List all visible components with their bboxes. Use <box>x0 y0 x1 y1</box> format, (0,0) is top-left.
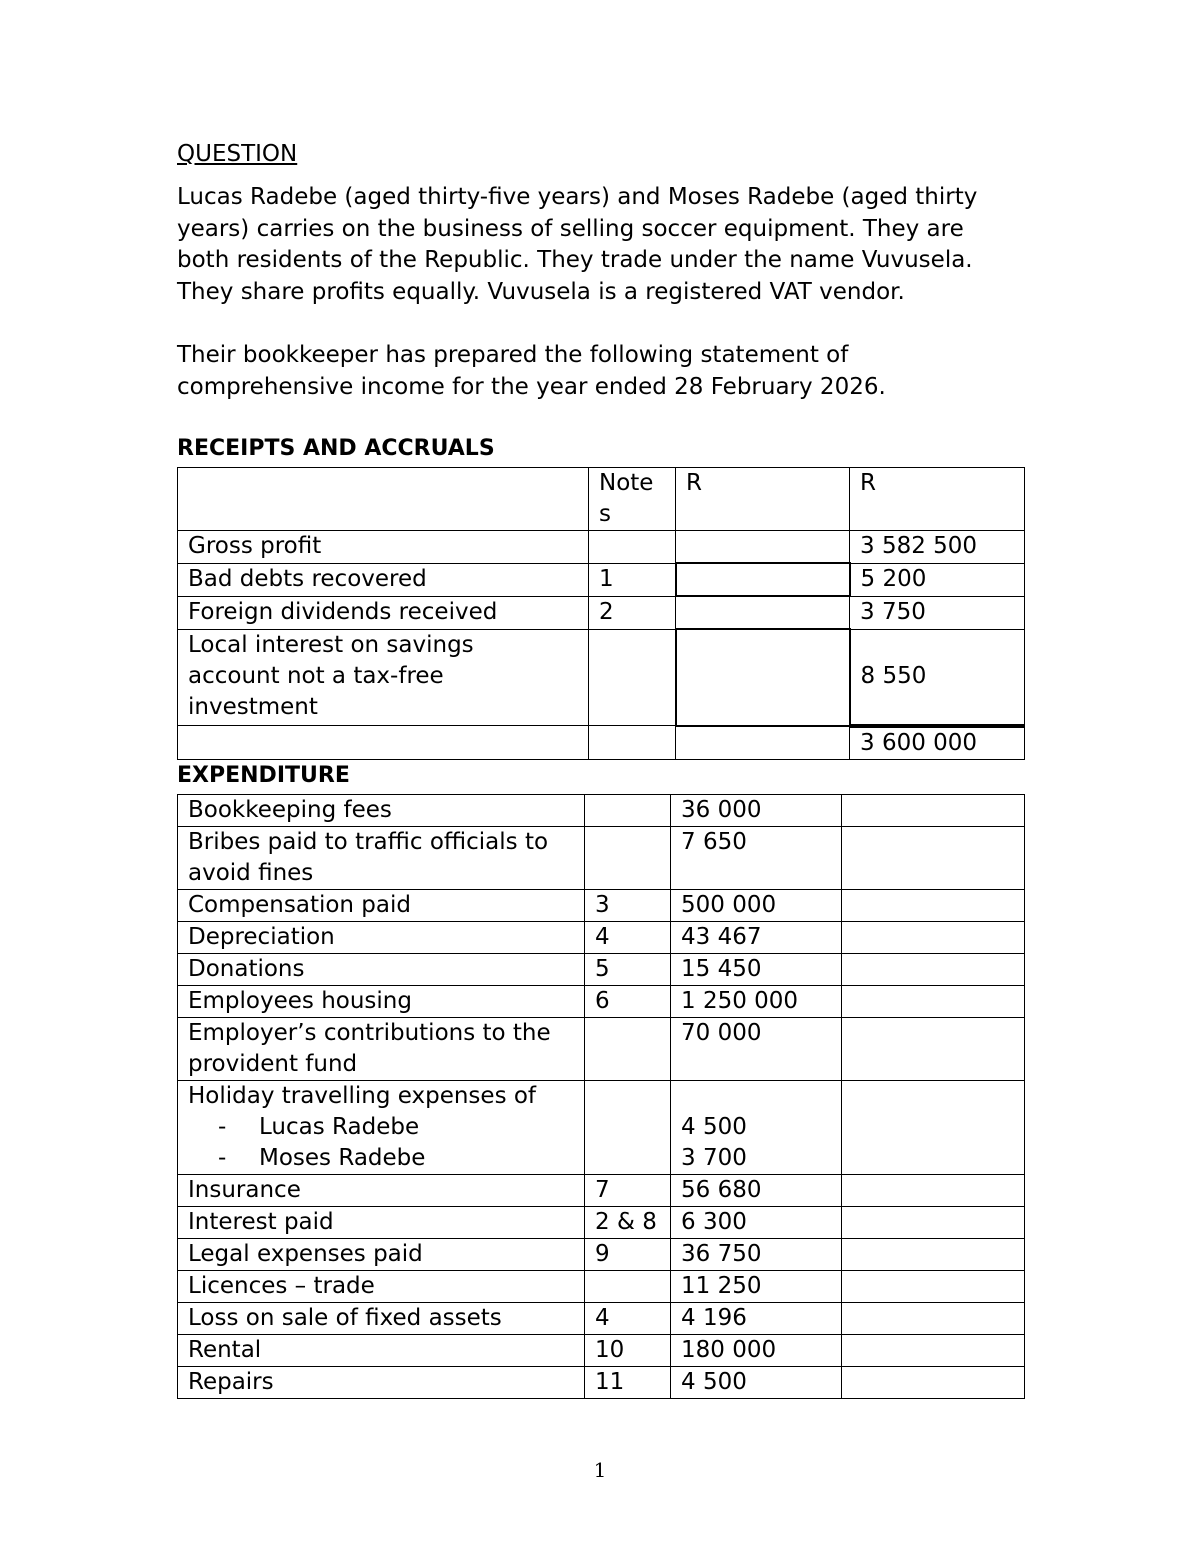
row-label: Licences – trade <box>178 1271 585 1303</box>
table-row <box>178 986 1025 1018</box>
row-blank <box>842 1303 1025 1335</box>
table-row <box>178 795 1025 827</box>
receipts-heading: RECEIPTS AND ACCRUALS <box>177 436 495 461</box>
row-amount: 70 000 <box>671 1018 842 1081</box>
table-row <box>178 531 1025 564</box>
table-row <box>178 1081 1025 1175</box>
row-r2: 5 200 <box>850 563 1025 596</box>
row-note: 5 <box>585 954 671 986</box>
row-label: Interest paid <box>178 1207 585 1239</box>
bookkeeper-line: Their bookkeeper has prepared the following statement of <box>177 342 849 368</box>
row-r1 <box>676 596 850 629</box>
row-label-line: provident fund <box>188 1051 358 1077</box>
total-row <box>178 726 1025 760</box>
row-note <box>589 531 676 564</box>
sub-item <box>188 1112 574 1143</box>
row-label: Depreciation <box>178 922 585 954</box>
row-note: 2 & 8 <box>585 1207 671 1239</box>
row-blank <box>842 1239 1025 1271</box>
dash-bullet: - <box>218 1145 227 1171</box>
row-label-line: Bribes paid to traffic officials to <box>188 829 549 855</box>
row-amount: 4 196 <box>671 1303 842 1335</box>
row-amount: 7 650 <box>671 827 842 890</box>
sub-item-name: Lucas Radebe <box>259 1114 420 1140</box>
page-number: 1 <box>593 1458 607 1482</box>
row-blank <box>842 1081 1025 1175</box>
row-label: Bookkeeping fees <box>178 795 585 827</box>
intro-paragraph <box>177 182 1027 308</box>
row-note <box>589 629 676 726</box>
row-note <box>585 795 671 827</box>
row-note <box>585 1271 671 1303</box>
row-blank <box>842 1271 1025 1303</box>
sub-amount: 4 500 <box>681 1114 747 1140</box>
sub-item <box>188 1143 574 1174</box>
row-r1 <box>676 563 850 596</box>
row-blank <box>842 1175 1025 1207</box>
question-heading: QUESTION <box>177 141 298 167</box>
table-row <box>178 596 1025 629</box>
row-note <box>585 1081 671 1175</box>
row-label <box>178 629 589 726</box>
row-amount: 15 450 <box>671 954 842 986</box>
row-note: 3 <box>585 890 671 922</box>
table-row <box>178 629 1025 726</box>
table-row <box>178 1207 1025 1239</box>
row-blank <box>842 827 1025 890</box>
row-note: 9 <box>585 1239 671 1271</box>
notes-line2: s <box>599 501 611 527</box>
row-amount: 4 500 <box>671 1367 842 1399</box>
intro-line: Lucas Radebe (aged thirty-five years) and Moses Radebe (aged thirty <box>177 184 978 210</box>
row-label <box>178 1018 585 1081</box>
row-amount: 36 000 <box>671 795 842 827</box>
row-blank <box>842 954 1025 986</box>
row-label: Loss on sale of fixed assets <box>178 1303 585 1335</box>
header-cell-description <box>178 468 589 531</box>
intro-line: years) carries on the business of selling soccer equipment. They are <box>177 215 964 242</box>
table-row <box>178 1303 1025 1335</box>
table-row <box>178 1335 1025 1367</box>
row-amount: 36 750 <box>671 1239 842 1271</box>
intro-line: both residents of the Republic. They trade under the name Vuvusela. <box>177 247 973 273</box>
total-r1 <box>676 726 850 760</box>
header-cell-r1: R <box>676 468 850 531</box>
header-cell-r2: R <box>850 468 1025 531</box>
row-note: 1 <box>589 563 676 596</box>
row-note: 2 <box>589 596 676 629</box>
row-amount: 43 467 <box>671 922 842 954</box>
row-label: Employees housing <box>178 986 585 1018</box>
sub-amount: 3 700 <box>681 1145 747 1171</box>
row-amount: 500 000 <box>671 890 842 922</box>
row-note: 6 <box>585 986 671 1018</box>
row-label-line: avoid fines <box>188 860 314 886</box>
row-label: Insurance <box>178 1175 585 1207</box>
row-label-line: Holiday travelling expenses of <box>188 1083 537 1109</box>
row-note <box>585 827 671 890</box>
header-cell-notes <box>589 468 676 531</box>
row-amount: 6 300 <box>671 1207 842 1239</box>
total-label <box>178 726 589 760</box>
row-label: Foreign dividends received <box>178 596 589 629</box>
row-amount: 180 000 <box>671 1335 842 1367</box>
bookkeeper-line: comprehensive income for the year ended 28 February 2026. <box>177 373 886 400</box>
row-label: Donations <box>178 954 585 986</box>
row-blank <box>842 922 1025 954</box>
row-blank <box>842 1367 1025 1399</box>
row-blank <box>842 1018 1025 1081</box>
row-amount <box>671 1081 842 1175</box>
sub-item-name: Moses Radebe <box>259 1145 426 1171</box>
row-amount: 11 250 <box>671 1271 842 1303</box>
row-r2: 3 582 500 <box>850 531 1025 564</box>
bookkeeper-paragraph <box>177 340 1027 403</box>
row-blank <box>842 795 1025 827</box>
row-label <box>178 1081 585 1175</box>
row-label: Bad debts recovered <box>178 563 589 596</box>
table-row <box>178 563 1025 596</box>
row-note: 4 <box>585 922 671 954</box>
row-amount: 56 680 <box>671 1175 842 1207</box>
row-label: Legal expenses paid <box>178 1239 585 1271</box>
row-amount: 1 250 000 <box>671 986 842 1018</box>
row-label: Repairs <box>178 1367 585 1399</box>
row-r1 <box>676 629 850 726</box>
table-row <box>178 890 1025 922</box>
row-blank <box>842 1207 1025 1239</box>
row-note: 4 <box>585 1303 671 1335</box>
row-r2: 8 550 <box>850 629 1025 726</box>
table-row <box>178 1018 1025 1081</box>
row-note: 7 <box>585 1175 671 1207</box>
row-blank <box>842 1335 1025 1367</box>
table-row <box>178 1367 1025 1399</box>
total-amount: 3 600 000 <box>850 726 1025 760</box>
row-blank <box>842 890 1025 922</box>
row-label-line: Employer’s contributions to the <box>188 1020 551 1046</box>
table-row <box>178 1239 1025 1271</box>
table-row <box>178 1175 1025 1207</box>
table-row <box>178 1271 1025 1303</box>
row-label: Compensation paid <box>178 890 585 922</box>
row-blank <box>842 986 1025 1018</box>
row-label-line: account not a tax-free <box>188 662 444 689</box>
receipts-table <box>177 467 1025 760</box>
table-header-row <box>178 468 1025 531</box>
row-r1 <box>676 531 850 564</box>
row-note: 11 <box>585 1367 671 1399</box>
row-note: 10 <box>585 1335 671 1367</box>
row-label: Rental <box>178 1335 585 1367</box>
table-row <box>178 827 1025 890</box>
table-row <box>178 954 1025 986</box>
notes-line1: Note <box>599 470 654 496</box>
intro-line: They share profits equally. Vuvusela is a registered VAT vendor. <box>177 278 905 305</box>
table-row <box>178 922 1025 954</box>
row-label <box>178 827 585 890</box>
expenditure-table <box>177 794 1025 1399</box>
total-note <box>589 726 676 760</box>
row-r2: 3 750 <box>850 596 1025 629</box>
expenditure-heading: EXPENDITURE <box>177 763 350 788</box>
row-note <box>585 1018 671 1081</box>
row-label-line: investment <box>188 693 318 720</box>
dash-bullet: - <box>218 1114 227 1140</box>
row-label-line: Local interest on savings <box>188 631 474 658</box>
row-label: Gross profit <box>178 531 589 564</box>
